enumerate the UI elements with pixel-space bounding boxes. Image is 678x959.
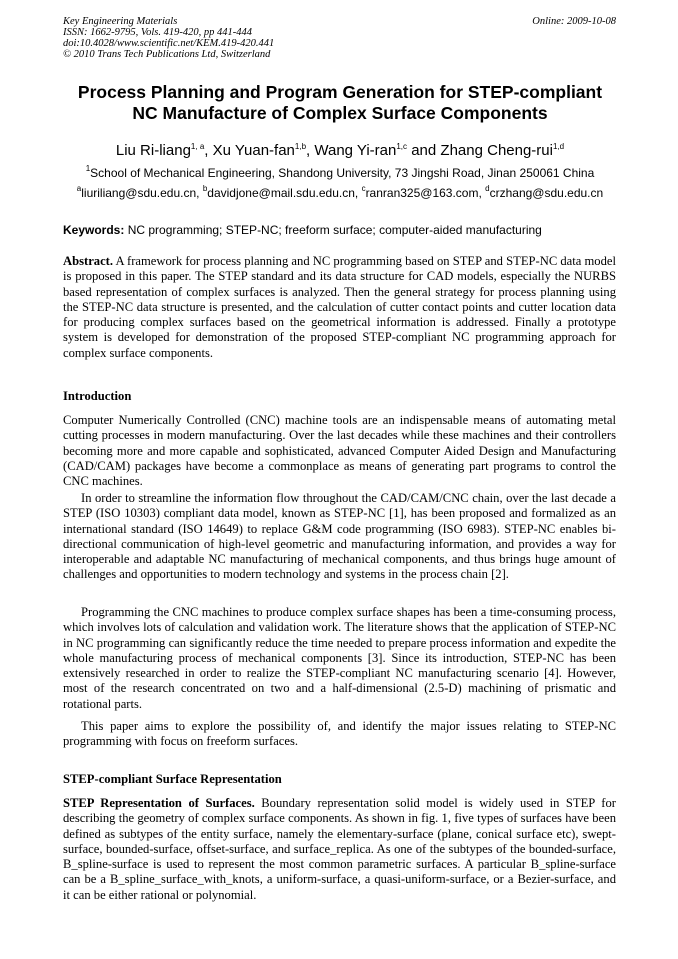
step-paragraph-text: Boundary representation solid model is widely used in STEP for describing the geometry of complex surface components. As shown in fig. 1, five types of surfaces have been defined as subtypes of the entity surface, namely the elementary-surface (plane, conical surface etc), swept-surface, bounded-surface, offset-surface, and surface_replica. As one of the subtypes of the bounded-surface, B_spline-surface is used to represent the most common parametric surfaces. A particular B_spline-surface can be a B_spline_surface_with_knots, a uniform-surface, a quasi-uniform-surface, or a Bezier-surface, and it can be either rational or polynomial. <box>63 796 616 902</box>
author-separator: , <box>306 142 315 159</box>
paper-title-line-2: NC Manufacture of Complex Surface Components <box>132 103 548 123</box>
email-superscript: c <box>361 184 366 193</box>
author-superscript: 1,d <box>552 142 565 151</box>
email-address: liuriliang@sdu.edu.cn <box>81 186 197 200</box>
copyright-line: © 2010 Trans Tech Publications Ltd, Switzerland <box>63 49 271 60</box>
section-heading-step: STEP-compliant Surface Representation <box>63 772 282 786</box>
author-separator: and <box>407 142 441 159</box>
author-name: Wang Yi-ran <box>314 142 397 159</box>
abstract-label: Abstract. <box>63 254 114 268</box>
paper-title-line-1: Process Planning and Program Generation for STEP-compliant <box>77 82 603 102</box>
email-superscript: b <box>202 184 208 193</box>
email-superscript: a <box>76 184 82 193</box>
affiliation-superscript: 1 <box>85 164 91 173</box>
online-date: Online: 2009-10-08 <box>532 16 616 27</box>
author-superscript: 1, a <box>190 142 205 151</box>
email-address: davidjone@mail.sdu.edu.cn <box>207 186 355 200</box>
author-name: Zhang Cheng-rui <box>440 142 553 159</box>
author-superscript: 1,c <box>396 142 408 151</box>
step-paragraph <box>63 796 616 903</box>
journal-name: Key Engineering Materials <box>63 16 178 27</box>
author-separator: , <box>204 142 213 159</box>
intro-paragraph-3: Programming the CNC machines to produce complex surface shapes has been a time-consuming process, which involves lots of calculation and validation work. The literature shows that the application of STEP-NC in NC programming can significantly reduce the time needed to prepare process information and expedite the whole manufacturing process of mechanical components [3]. Since its introduction, STEP-NC has been extensively researched in order to realize the STEP-compliant NC manufacturing scenario [4]. However, most of the research concentrated on two and a half-dimensional (2.5-D) machining of prismatic and rotational parts. <box>63 605 616 711</box>
email-separator: , <box>478 186 486 200</box>
affiliation-text: School of Mechanical Engineering, Shandong University, 73 Jingshi Road, Jinan 250061 China <box>90 166 595 180</box>
intro-paragraph-2: In order to streamline the information flow throughout the CAD/CAM/CNC chain, over the last decade a STEP (ISO 10303) compliant data model, known as STEP-NC [1], has been proposed and formalized as an international standard (ISO 14649) to replace G&M code programming (ISO 6983). STEP-NC enables bi-directional communication of high-level geometric and manufacturing information, and provides a way for interoperable and adaptable NC manufacturing of mechanical components, and thus brings huge amount of challenges and opportunities to modern technology and systems in the process chain [2]. <box>63 491 616 582</box>
author-name: Liu Ri-liang <box>115 142 191 159</box>
email-separator: , <box>196 186 203 200</box>
email-address: crzhang@sdu.edu.cn <box>489 186 604 200</box>
email-list <box>20 186 660 200</box>
issn-line: ISSN: 1662-9795, Vols. 419-420, pp 441-444 <box>63 27 252 38</box>
author-name: Xu Yuan-fan <box>212 142 295 159</box>
author-superscript: 1,b <box>294 142 307 151</box>
affiliation <box>20 166 660 180</box>
email-superscript: d <box>485 184 490 193</box>
intro-paragraph-4: This paper aims to explore the possibility of, and identify the major issues relating to STEP-NC programming with focus on freeform surfaces. <box>63 719 616 749</box>
keywords-label: Keywords: <box>63 223 125 237</box>
intro-paragraph-1: Computer Numerically Controlled (CNC) machine tools are an indispensable means of automating metal cutting processes in modern manufacturing. Over the last decades while these machines and their controllers becoming more and more capable and sophisticated, advanced Computer Aided Design and Manufacturing (CAD/CAM) packages have become a commonplace as means of generating part programs to control the CNC machines. <box>63 413 616 489</box>
email-separator: , <box>354 186 362 200</box>
email-address: ranran325@163.com <box>365 186 479 200</box>
abstract <box>63 254 616 361</box>
keywords-text: NC programming; STEP-NC; freeform surface; computer-aided manufacturing <box>124 223 542 237</box>
abstract-text: A framework for process planning and NC programming based on STEP and STEP-NC data model is proposed in this paper. The STEP standard and its data structure for CAD models, especially the NURBS based representation of complex surfaces is analyzed. Then the general strategy for process planning using the STEP-NC data structure is presented, and the calculation of cutter contact points and cutter location data for producing complex surfaces based on the geometrical information is addressed. Finally a prototype system is developed for demonstration of the proposed STEP-compliant NC programming approach for complex surface components. <box>63 254 616 360</box>
author-list <box>30 142 650 159</box>
doi-line: doi:10.4028/www.scientific.net/KEM.419-420.441 <box>63 38 275 49</box>
section-heading-introduction: Introduction <box>63 389 132 403</box>
keywords <box>63 223 616 237</box>
step-paragraph-lead: STEP Representation of Surfaces. <box>63 796 255 810</box>
